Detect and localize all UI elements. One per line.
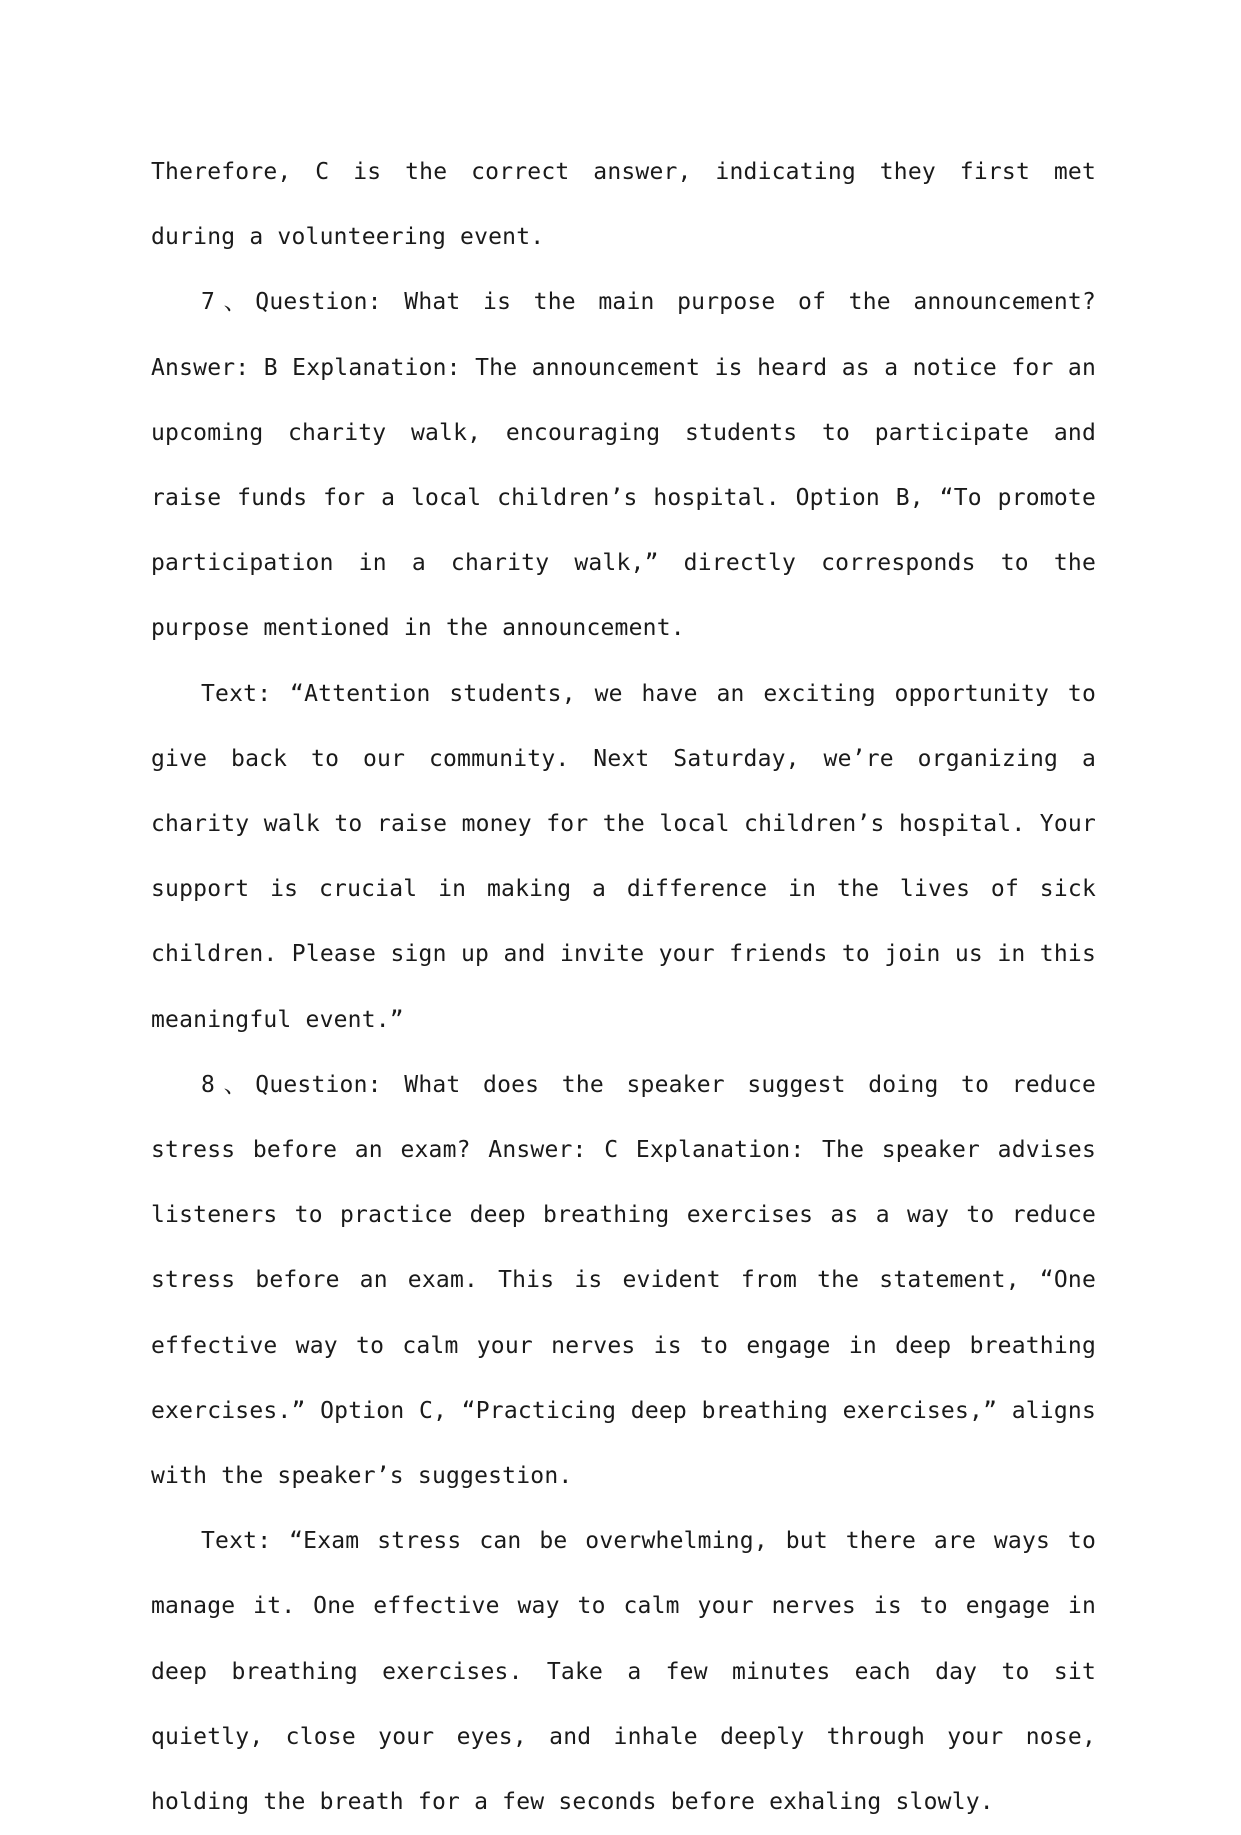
paragraph-question-7: 7、Question: What is the main purpose of the announcement? Answer: B Explanation: The announcement is heard as a notice for an upcoming charity walk, encouraging students to participate and raise funds for a local children’s hospital. Option B, “To promote participation in a charity walk,” directly corresponds to the purpose mentioned in the announcement.: [151, 289, 1096, 642]
paragraph-text-8: Text: “Exam stress can be overwhelming, but there are ways to manage it. One effective way to calm your nerves is to engage in deep breathing exercises. Take a few minutes each day to sit quietly, close your eyes, and inhale deeply through your nose, holding the breath for a few seconds before exhaling slowly.: [151, 1528, 1096, 1816]
paragraph-text-7: Text: “Attention students, we have an exciting opportunity to give back to our community. Next Saturday, we’re organizing a charity walk to raise money for the local children’s hospital. Your support is crucial in making a difference in the lives of sick children. Please sign up and invite your friends to join us in this meaningful event.”: [151, 680, 1096, 1033]
paragraph-conclusion-q6: Therefore, C is the correct answer, indicating they first met during a volunteering event.: [151, 159, 1096, 251]
paragraph-question-8: 8、Question: What does the speaker suggest doing to reduce stress before an exam? Answer: C Explanation: The speaker advises listeners to practice deep breathing exercises as a way to reduce stress before an exam. This is evident from the statement, “One effective way to calm your nerves is to engage in deep breathing exercises.” Option C, “Practicing deep breathing exercises,” aligns with the speaker’s suggestion.: [151, 1071, 1096, 1490]
document-body: [151, 140, 1096, 1835]
